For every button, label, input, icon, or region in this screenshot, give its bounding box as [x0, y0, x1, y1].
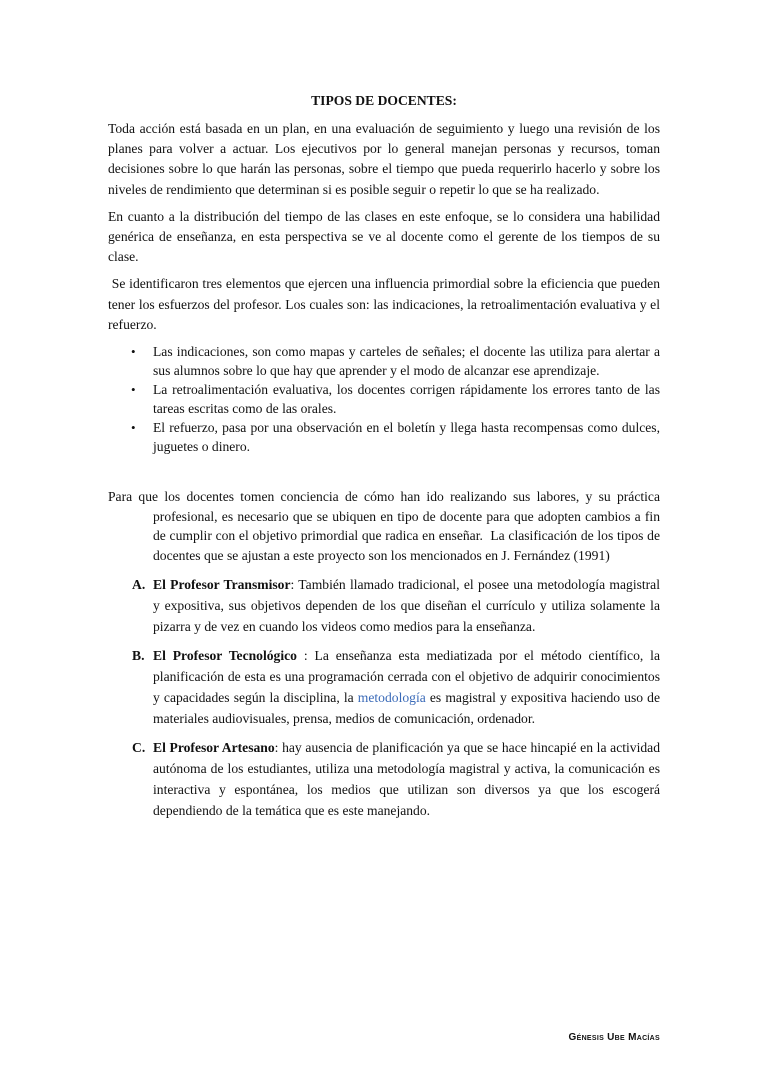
teacher-types-list — [108, 574, 664, 821]
bullet-icon: • — [131, 420, 136, 436]
bullet-icon: • — [131, 382, 136, 398]
metodologia-link[interactable]: metodología — [357, 690, 426, 706]
teacher-type-item: A. El Profesor Transmisor: También llamado tradicional, el posee una metodología magistral y expositiva, sus objetivos dependen de los que diseñan el currículo y utiliza solamente la pizarra y de vez en cuando los videos como medios para la enseñanza. — [108, 574, 660, 637]
teacher-type-name: El Profesor Tecnológico — [153, 648, 297, 664]
teacher-type-item: B. El Profesor Tecnológico : La enseñanza esta mediatizada por el método científico, la planificación de esta es una programación cerrada con el objetivo de adquirir conocimientos y capacidades según la disciplina, la metodología es magistral y expositiva haciendo uso de materiales audiovisuales, prensa, medios de comunicación, ordenador. — [108, 645, 660, 729]
document-body — [108, 119, 664, 829]
list-item: • Las indicaciones, son como mapas y carteles de señales; el docente las utiliza para alertar a sus alumnos sobre lo que hay que aprender y el modo de alcanzar ese aprendizaje. — [131, 344, 660, 379]
paragraph-three-elements: Se identificaron tres elementos que ejercen una influencia primordial sobre la eficiencia que pueden tener los esfuerzos del profesor. Los cuales son: las indicaciones, la retroalimentación evaluativa y el refuerzo. — [108, 276, 664, 332]
list-item: • El refuerzo, pasa por una observación en el boletín y llega hasta recompensas como dulces, juguetes o dinero. — [131, 420, 660, 455]
paragraph-intro: Toda acción está basada en un plan, en una evaluación de seguimiento y luego una revisión de los planes para volver a actuar. Los ejecutivos por lo general manejan personas y recursos, toman decisiones sobre lo que harán las personas, sobre el tiempo que pueda requerirlo hacerlo y sobre los niveles de rendimiento que determinan si es posible seguir o repetir lo que se ha realizado. — [108, 121, 660, 197]
paragraph-classification: Para que los docentes tomen conciencia de cómo han ido realizando sus labores, y su práctica profesional, es necesario que se ubiquen en tipo de docente para que adopten cambios a fin de cumplir con el objetivo primordial que radica en enseñar. La clasificación de los tipos de docentes que se ajustan a este proyecto son los mencionados en J. Fernández (1991) — [108, 489, 664, 563]
elements-bullet-list — [108, 342, 660, 456]
bullet-icon: • — [131, 344, 136, 360]
document-title: TIPOS DE DOCENTES: — [311, 93, 457, 108]
teacher-type-name: El Profesor Transmisor — [153, 577, 291, 593]
list-marker: B. — [132, 648, 145, 664]
list-marker: C. — [132, 740, 146, 756]
page-footer-author: Génesis Ube Macías — [568, 1032, 660, 1043]
paragraph-time-distribution: En cuanto a la distribución del tiempo de las clases en este enfoque, se lo considera una habilidad genérica de enseñanza, en esta perspectiva se ve al docente como el gerente de los tiempos de su clase. — [108, 208, 660, 265]
list-marker: A. — [132, 577, 146, 593]
list-item: • La retroalimentación evaluativa, los docentes corrigen rápidamente los errores tanto de las tareas escritas como de las orales. — [131, 382, 660, 417]
teacher-type-name: El Profesor Artesano — [153, 740, 275, 756]
teacher-type-item: C. El Profesor Artesano: hay ausencia de planificación ya que se hace hincapié en la actividad autónoma de los estudiantes, utiliza una metodología magistral y activa, la comunicación es interactiva y espontánea, los medios que utilizan son diversos ya que los escogerá dependiendo de la temática que es este manejando. — [108, 737, 660, 821]
